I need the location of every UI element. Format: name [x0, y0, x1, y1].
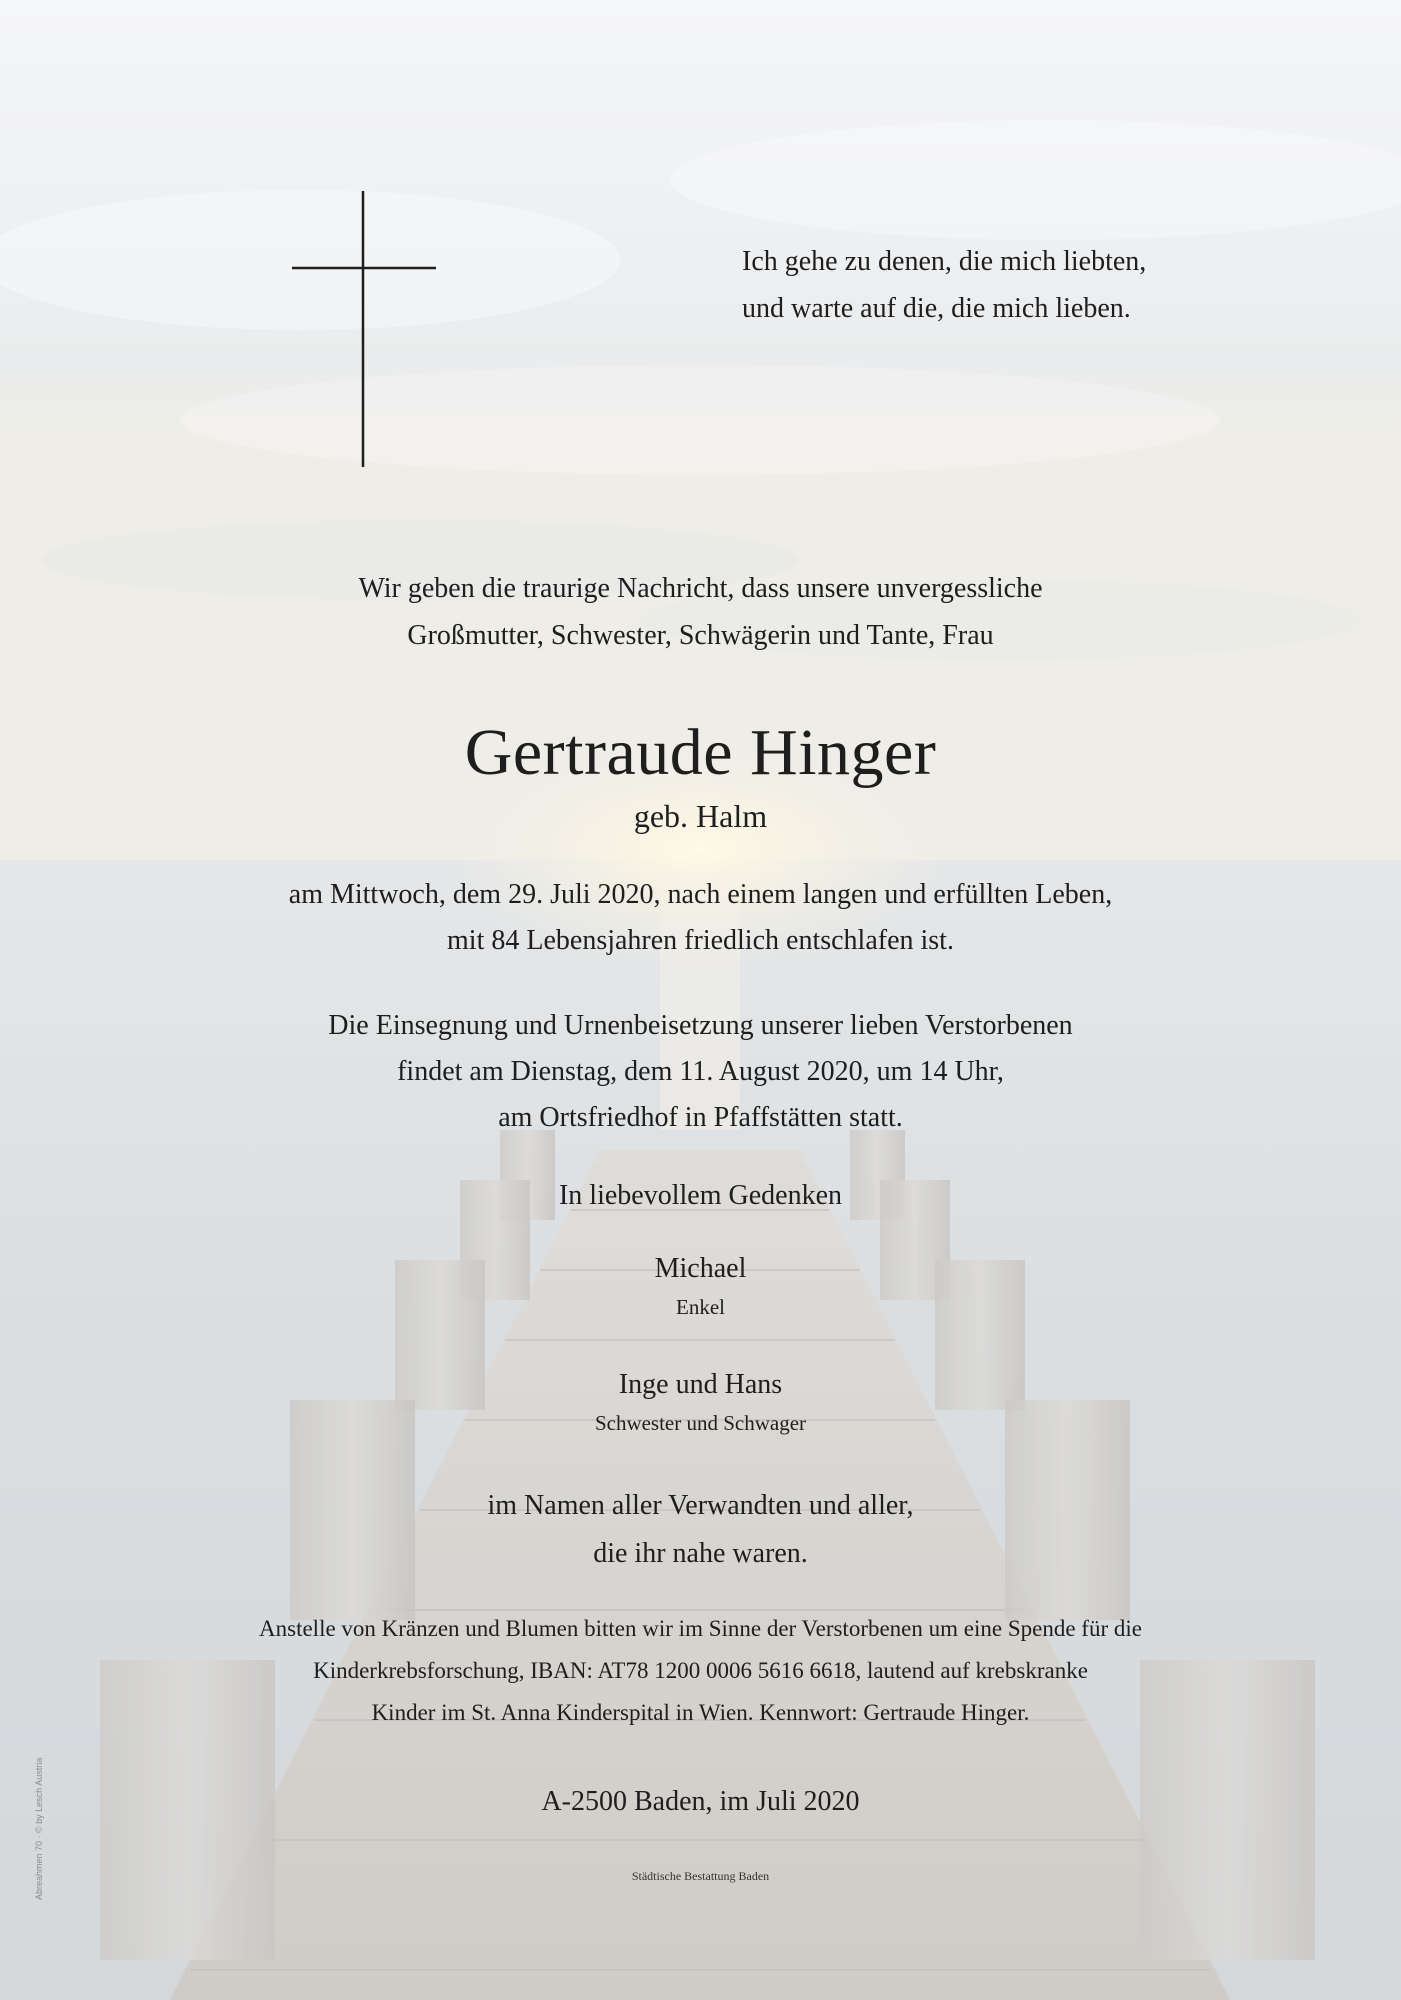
maiden-name: geb. Halm — [633, 798, 768, 834]
donation-line-2: Kinderkrebsforschung, IBAN: AT78 1200 0006 5616 6618, lautend auf krebskranke — [313, 1658, 1088, 1683]
closing-line-2: die ihr nahe waren. — [593, 1538, 808, 1569]
death-notice — [0, 872, 1401, 964]
deceased-name: Gertraude Hinger — [464, 716, 937, 789]
quote — [742, 238, 1146, 332]
funeral-details — [0, 1003, 1401, 1141]
mourner-relation: Enkel — [676, 1295, 725, 1319]
undertaker-credit: Städtische Bestattung Baden — [631, 1869, 770, 1883]
funeral-line-2: findet am Dienstag, dem 11. August 2020, um 14 Uhr, — [397, 1056, 1004, 1087]
side-imprint: Abreahmen 70 · © by Lesch Austria — [34, 1757, 44, 1900]
memory-text: In liebevollem Gedenken — [558, 1180, 842, 1211]
funeral-line-1: Die Einsegnung und Urnenbeisetzung unserer lieben Verstorbenen — [328, 1010, 1073, 1041]
funeral-line-3: am Ortsfriedhof in Pfaffstätten statt. — [498, 1102, 903, 1133]
mourner-name: Inge und Hans — [618, 1369, 783, 1400]
closing-line-1: im Namen aller Verwandten und aller, — [487, 1490, 914, 1521]
intro-line-1: Wir geben die traurige Nachricht, dass unsere unvergessliche — [358, 573, 1043, 604]
death-line-2: mit 84 Lebensjahren friedlich entschlafen ist. — [447, 925, 954, 956]
death-line-1: am Mittwoch, dem 29. Juli 2020, nach einem langen und erfüllten Leben, — [288, 879, 1113, 910]
closing-text — [0, 1482, 1401, 1578]
donation-line-1: Anstelle von Kränzen und Blumen bitten wir im Sinne der Verstorbenen um eine Spende für die — [259, 1616, 1142, 1641]
intro-text — [0, 565, 1401, 659]
cross-icon — [292, 191, 436, 467]
mourner-name: Michael — [654, 1253, 747, 1284]
quote-line-1: Ich gehe zu denen, die mich liebten, — [742, 246, 1147, 277]
donation-line-3: Kinder im St. Anna Kinderspital in Wien. Kennwort: Gertraude Hinger. — [371, 1700, 1030, 1725]
quote-line-2: und warte auf die, die mich lieben. — [742, 293, 1131, 324]
mourner-relation: Schwester und Schwager — [594, 1411, 807, 1435]
intro-line-2: Großmutter, Schwester, Schwägerin und Tante, Frau — [407, 620, 994, 651]
place-date: A-2500 Baden, im Juli 2020 — [541, 1786, 860, 1817]
donation-request — [0, 1608, 1401, 1734]
